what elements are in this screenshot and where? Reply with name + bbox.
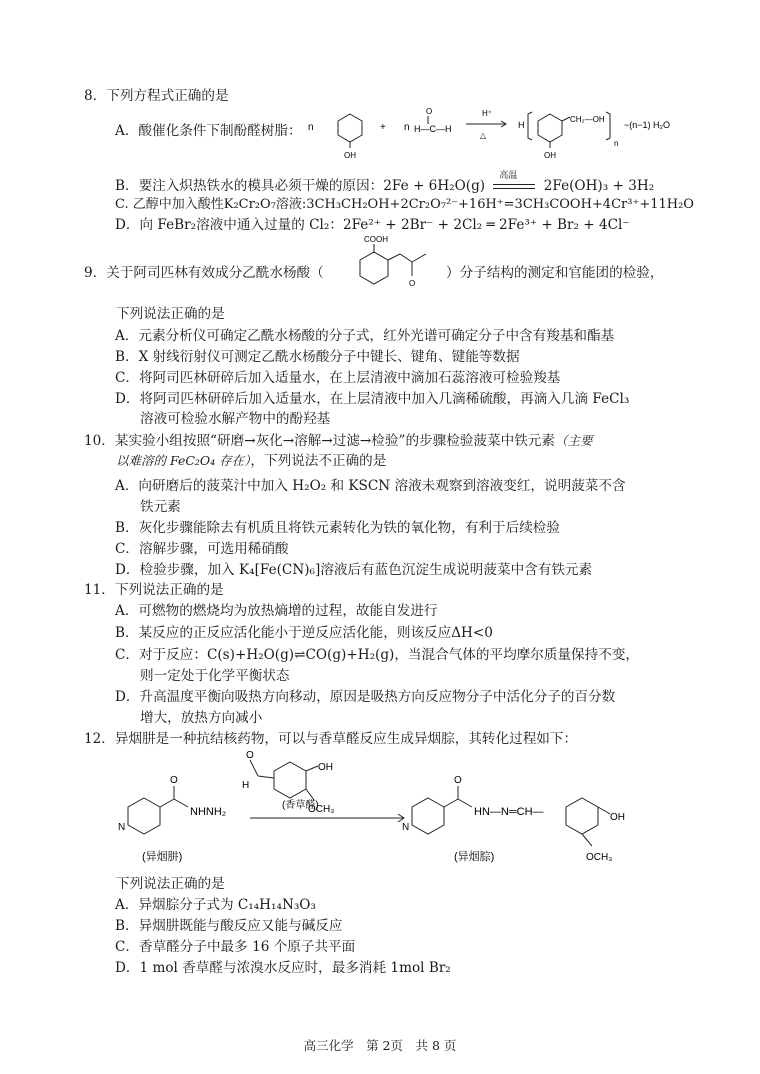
- q8-option-a: A．酸催化条件下制酚醛树脂：: [115, 123, 302, 139]
- vanillin-och3: OCH₃: [308, 804, 335, 815]
- q12-option-d: D．1 mol 香草醛与浓溴水反应时，最多消耗 1mol Br₂: [115, 960, 451, 976]
- q9-option-d-2: 溶液可检验水解产物中的酚羟基: [140, 411, 331, 427]
- vanillin-h: H: [242, 780, 250, 791]
- page-footer: 高三化学 第 2页 共 8 页: [303, 1038, 457, 1053]
- product-name: (异烟腙): [454, 851, 495, 863]
- q11-option-b: B．某反应的正反应活化能小于逆反应活化能，则该反应ΔH<0: [115, 625, 493, 641]
- phenol-resin-equation: [300, 100, 690, 162]
- q9-line2: 下列说法正确的是: [116, 306, 225, 322]
- q9-stem-b: ）分子结构的测定和官能团的检验，: [446, 265, 664, 281]
- q11-option-d-1: D．升高温度平衡向吸热方向移动，原因是吸热方向反应物分子中活化分子的百分数: [115, 689, 616, 705]
- product-oh: OH: [610, 812, 625, 823]
- vanillin-o: O: [246, 750, 254, 761]
- chain-end-h: H: [518, 120, 525, 130]
- coef-n2: n: [404, 122, 410, 133]
- acetylsalicylic-acid-structure: [346, 232, 446, 298]
- q8-option-c: C. 乙醇中加入酸性K₂Cr₂O₇溶液:3CH₃CH₂OH+2Cr₂O₇²⁻+16H⁺=3CH₃COOH+4Cr³⁺+11H₂O: [115, 197, 694, 212]
- condition-high-temp: 高温: [499, 171, 518, 181]
- q9-option-c: C．将阿司匹林研碎后加入适量水，在上层清液中滴加石蕊溶液可检验羧基: [115, 370, 561, 386]
- isoniazid-pyridine-ring: [128, 798, 160, 834]
- equals-arrow: [489, 171, 539, 196]
- isoniazid-n: N: [118, 822, 126, 833]
- q10-option-c: C．溶解步骤，可选用稀硝酸: [115, 541, 289, 557]
- isoniazid-o: O: [170, 775, 178, 786]
- q9-stem-a: 9．关于阿司匹林有效成分乙酰水杨酸（: [84, 265, 324, 281]
- resin-oh: OH: [544, 151, 556, 160]
- product-hydrazone: HN—N═CH—: [474, 806, 544, 818]
- catalyst-label: H⁺: [482, 109, 492, 118]
- coef-n1: n: [308, 122, 314, 133]
- q10-option-a-2: 铁元素: [140, 499, 181, 515]
- q10-option-d: D．检验步骤，加入 K₄[Fe(CN)₆]溶液后有蓝色沉淀生成说明菠菜中含有铁元素: [115, 562, 593, 578]
- vanillin-oh: OH: [318, 762, 333, 773]
- product-o: O: [454, 775, 462, 786]
- q10-option-b: B．灰化步骤能除去有机质且将铁元素转化为铁的氧化物，有利于后续检验: [115, 520, 560, 536]
- q8-option-b: B．要注入炽热铁水的模具必须干燥的原因：2Fe + 6H₂O(g) 高温 2Fe(OH)₃ + 3H₂: [115, 176, 654, 196]
- q12-line2: 下列说法正确的是: [116, 876, 225, 892]
- formaldehyde-o: O: [426, 107, 433, 116]
- q11-option-d-2: 增大，放热方向减小: [140, 710, 263, 726]
- q9-option-d-1: D．将阿司匹林研碎后加入适量水，在上层清液中加入几滴稀硫酸，再滴入几滴 FeCl₃: [115, 391, 630, 407]
- phenol-oh: OH: [344, 151, 356, 160]
- q9-option-b: B．X 射线衍射仪可测定乙酰水杨酸分子中键长、键角、键能等数据: [115, 349, 520, 365]
- plus-sign: +: [380, 122, 386, 133]
- phenol-ring: [338, 114, 362, 142]
- water-byproduct: −(n−1) H₂O: [624, 120, 671, 130]
- isoniazid-reaction-scheme: [108, 748, 648, 878]
- isoniazid-nhnh2: NHNH₂: [190, 806, 227, 818]
- heat-label: △: [480, 131, 487, 140]
- q12-stem: 12．异烟肼是一种抗结核药物，可以与香草醛反应生成异烟腙，其转化过程如下：: [84, 731, 578, 747]
- q11-stem: 11．下列说法正确的是: [84, 582, 224, 598]
- q11-option-c-1: C．对于反应：C(s)+H₂O(g)⇌CO(g)+H₂(g)，当混合气体的平均摩尔质量保持不变，: [115, 647, 640, 663]
- q12-option-b: B．异烟肼既能与酸反应又能与碱反应: [115, 918, 343, 934]
- q12-option-a: A．异烟腙分子式为 C₁₄H₁₄N₃O₃: [115, 897, 316, 913]
- resin-ring: [538, 114, 562, 142]
- q8-stem: 8．下列方程式正确的是: [84, 88, 229, 104]
- product-och3: OCH₃: [586, 852, 613, 863]
- q12-option-c: C．香草醛分子中最多 16 个原子共平面: [115, 939, 356, 955]
- formaldehyde-formula: H—C—H: [414, 124, 452, 134]
- q11-option-c-2: 则一定处于化学平衡状态: [140, 668, 290, 684]
- product-benzene-ring: [566, 798, 598, 834]
- product-n: N: [402, 822, 410, 833]
- q10-stem-1: 10．某实验小组按照“研磨→灰化→溶解→过滤→检验”的步骤检验菠菜中铁元素（主要: [84, 433, 593, 449]
- isoniazid-name: (异烟肼): [142, 851, 183, 863]
- vanillin-name: (香草醛): [282, 800, 319, 811]
- q10-option-a-1: A．向研磨后的菠菜汁中加入 H₂O₂ 和 KSCN 溶液未观察到溶液变红，说明菠菜不含: [115, 478, 626, 494]
- cooh-label: COOH: [364, 235, 388, 244]
- benzene-ring: [360, 252, 388, 284]
- q10-stem-2: 以难溶的 FeC₂O₄ 存在），下列说法不正确的是: [116, 453, 387, 469]
- coef-n3: n: [614, 139, 619, 148]
- ester-o: O: [409, 279, 416, 288]
- product-pyridine-ring: [412, 798, 444, 834]
- resin-ch2oh: CH₂—OH: [570, 115, 605, 124]
- q8-option-d: D．向 FeBr₂溶液中通入过量的 Cl₂：2Fe²⁺ + 2Br⁻ + 2Cl₂ ═ 2Fe³⁺ + Br₂ + 4Cl⁻: [115, 217, 630, 233]
- q11-option-a: A．可燃物的燃烧均为放热熵增的过程，故能自发进行: [115, 603, 438, 619]
- q9-option-a: A．元素分析仪可确定乙酰水杨酸的分子式，红外光谱可确定分子中含有羧基和酯基: [115, 328, 615, 344]
- vanillin-ring: [274, 762, 306, 798]
